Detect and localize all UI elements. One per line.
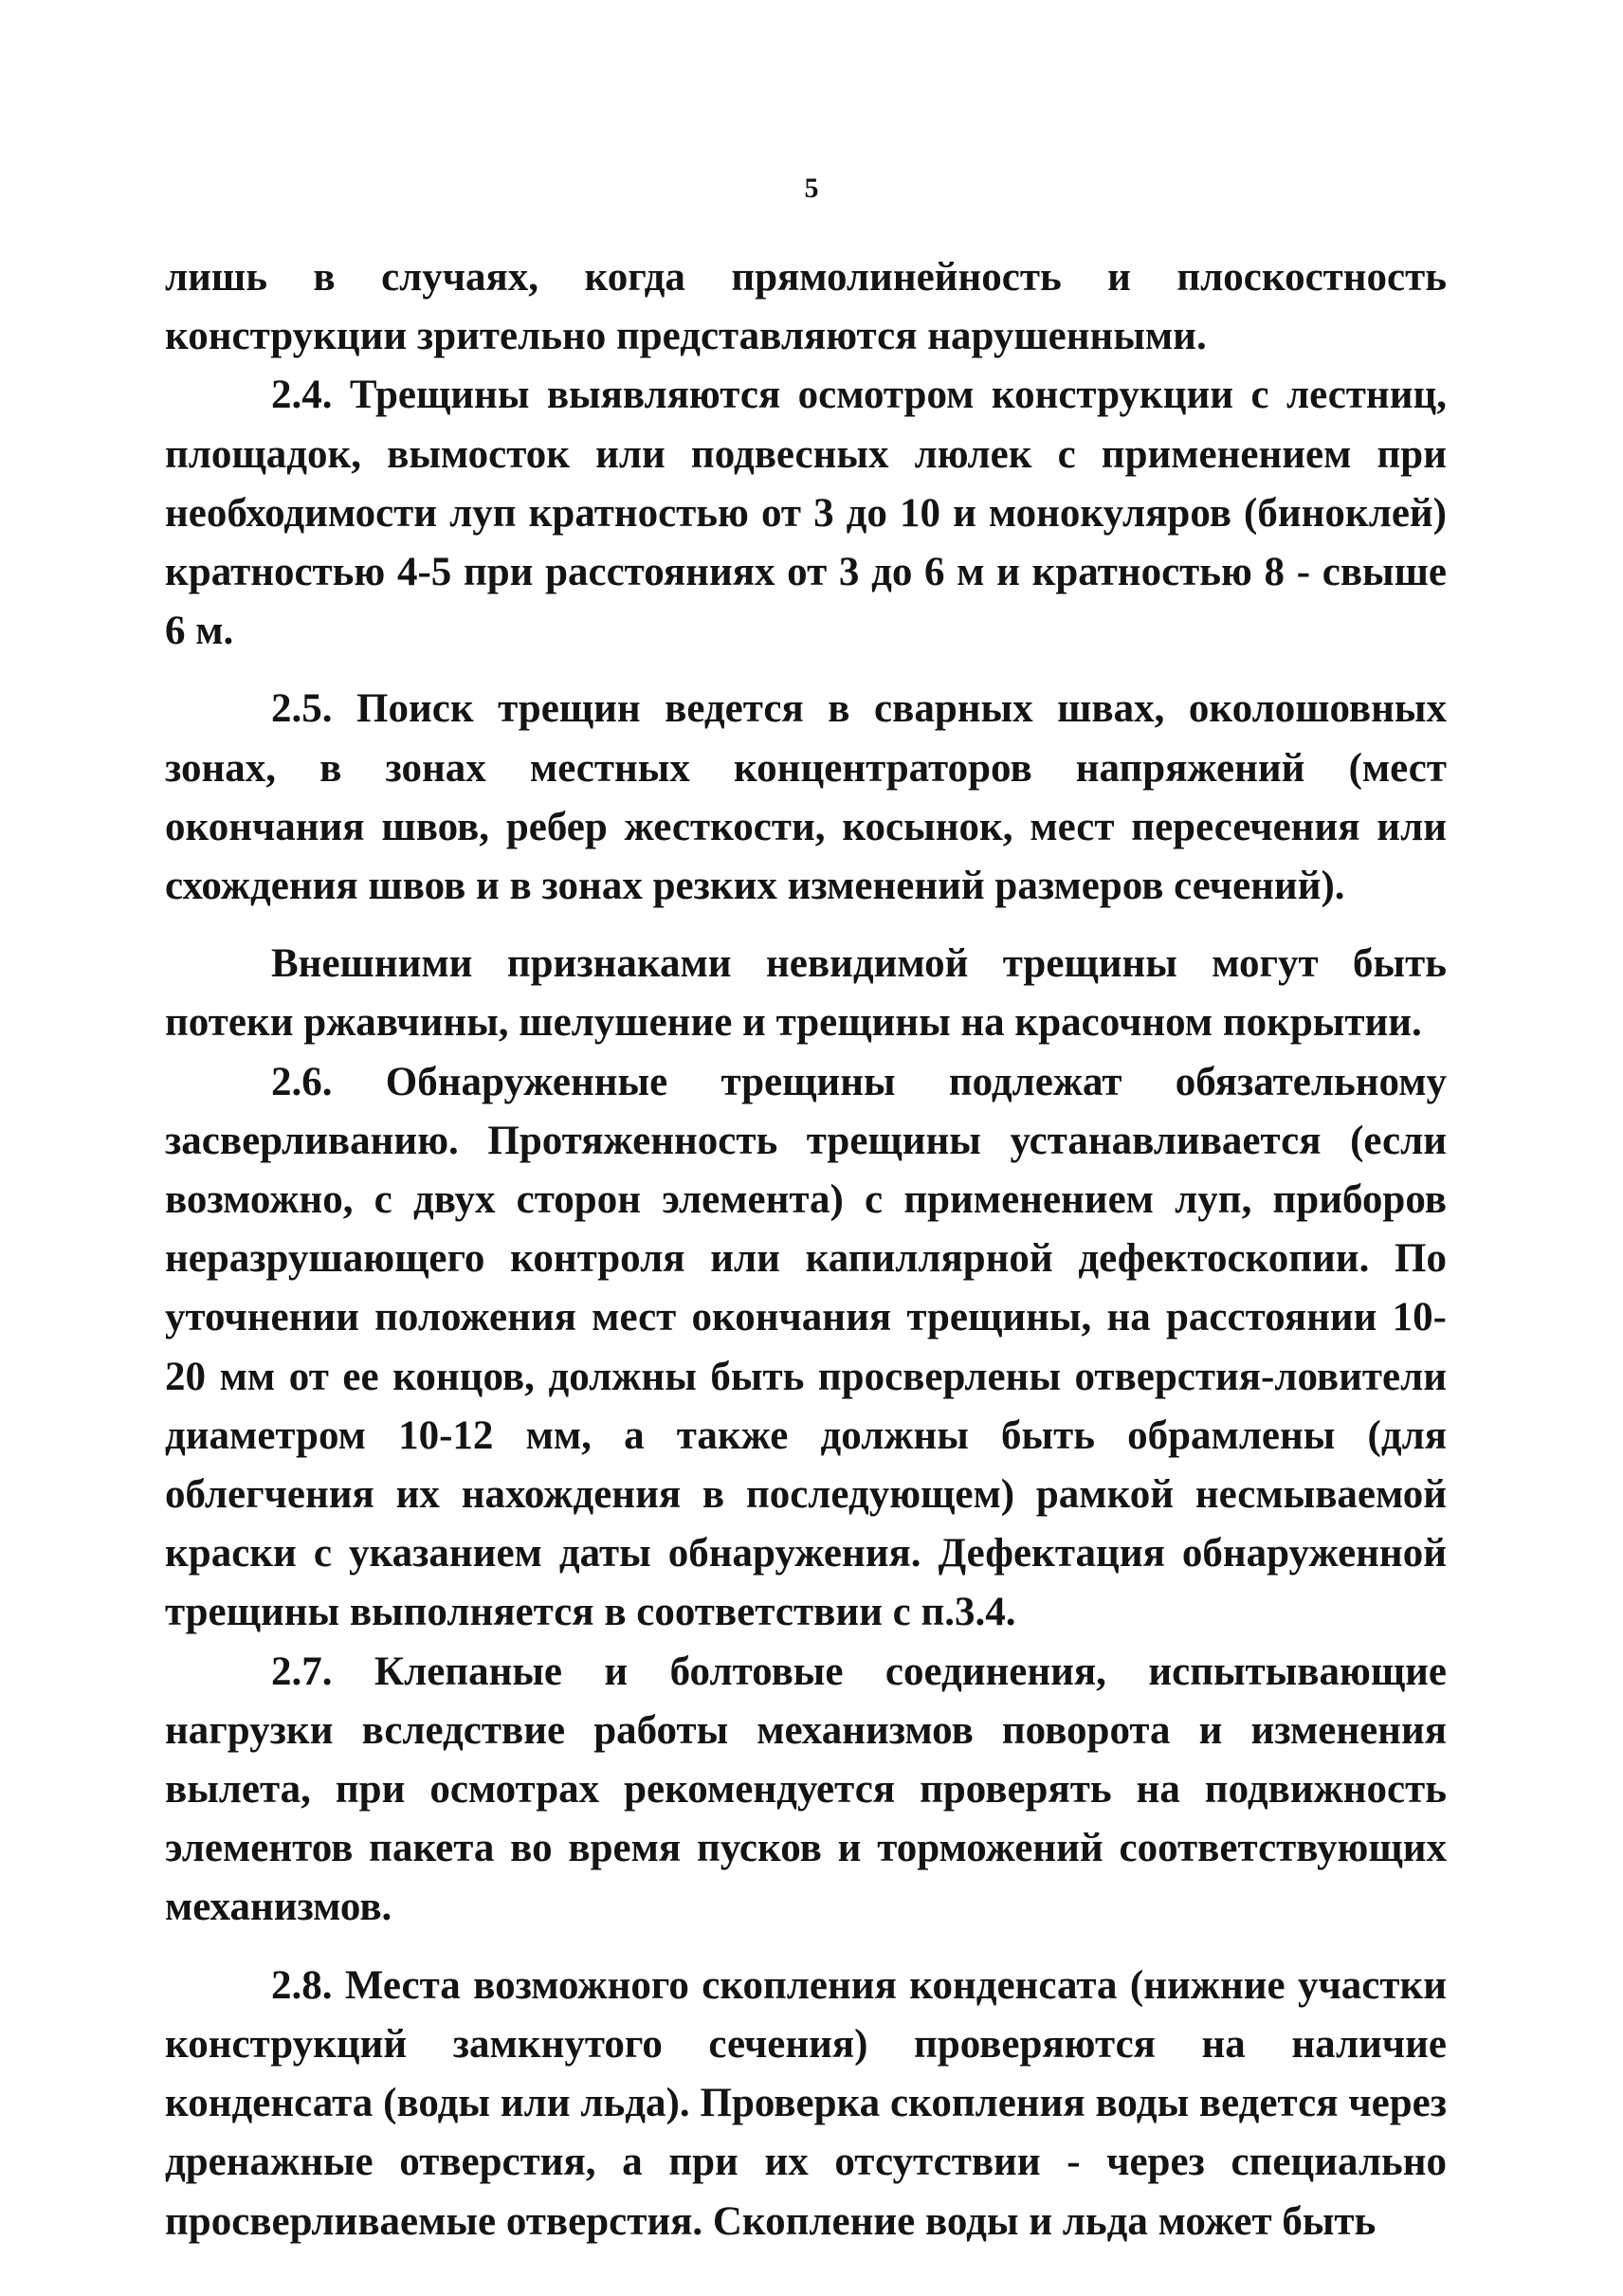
body-text [165, 248, 1447, 2251]
page-number: 5 [804, 173, 819, 204]
paragraph-continuation: лишь в случаях, когда прямолинейность и плоскостность конструкции зрительно представляются нарушенными. [165, 255, 1447, 359]
paragraph-2-6: 2.6. Обнаруженные трещины подлежат обязательному засверливанию. Протяженность трещины устанавливается (если возможно, с двух сторон элемента) с применением луп, приборов неразрушающего контроля или капиллярной дефектоскопии. По уточнении положения мест окончания трещины, на расстоянии 10-20 мм от ее концов, должны быть просверлены отверстия-ловители диаметром 10-12 мм, а также должны быть обрамлены (для облегчения их нахождения в последующем) рамкой несмываемой краски с указанием даты обнаружения. Дефектация обнаруженной трещины выполняется в соответствии с п.3.4. [165, 1059, 1447, 1635]
paragraph-2-5: 2.5. Поиск трещин ведется в сварных швах, околошовных зонах, в зонах местных концентраторов напряжений (мест окончания швов, ребер жесткости, косынок, мест пересечения или схождения швов и в зонах резких изменений размеров сечений). [165, 686, 1447, 909]
paragraph-crack-signs: Внешними признаками невидимой трещины могут быть потеки ржавчины, шелушение и трещины на красочном покрытии. [165, 941, 1447, 1046]
paragraph-2-4: 2.4. Трещины выявляются осмотром конструкции с лестниц, площадок, вымосток или подвесных люлек с применением при необходимости луп кратностью от 3 до 10 и монокуляров (биноклей) кратностью 4-5 при расстояниях от 3 до 6 м и кратностью 8 - свыше 6 м. [165, 373, 1447, 654]
paragraph-2-7: 2.7. Клепаные и болтовые соединения, испытывающие нагрузки вследствие работы механизмов поворота и изменения вылета, при осмотрах рекомендуется проверять на подвижность элементов пакета во время пусков и торможений соответствующих механизмов. [165, 1649, 1447, 1930]
paragraph-2-8: 2.8. Места возможного скопления конденсата (нижние участки конструкций замкнутого сечения) проверяются на наличие конденсата (воды или льда). Проверка скопления воды ведется через дренажные отверстия, а при их отсутствии - через специально просверливаемые отверстия. Скопление воды и льда может быть [165, 1962, 1447, 2244]
